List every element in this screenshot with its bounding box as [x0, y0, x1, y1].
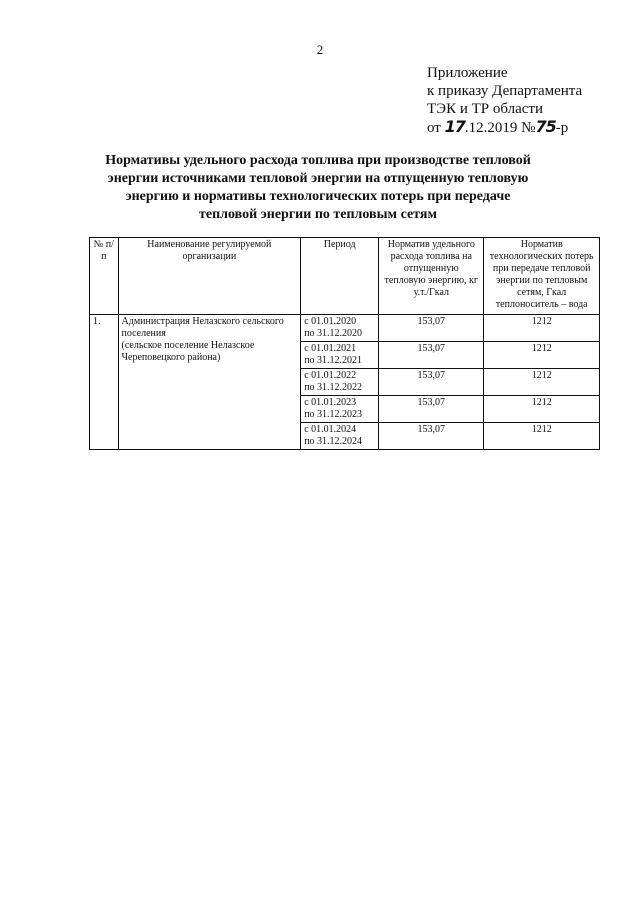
period-to: по 31.12.2024	[304, 436, 363, 447]
period-cell	[301, 369, 379, 396]
appendix-block	[427, 64, 582, 137]
fuel-norm-cell: 153,07	[379, 396, 484, 423]
title-line-3: энергию и нормативы технологических потерь при передаче	[125, 189, 511, 204]
org-name-line-1: Администрация Нелазского сельского поселения	[121, 316, 284, 339]
loss-norm-cell: 1212	[484, 423, 600, 450]
fuel-norm-cell: 153,07	[379, 369, 484, 396]
loss-norm-cell: 1212	[484, 396, 600, 423]
document-title	[88, 152, 548, 224]
appendix-line-3: ТЭК и ТР области	[427, 101, 543, 117]
period-to: по 31.12.2021	[304, 355, 363, 366]
norms-table	[89, 237, 600, 450]
fuel-norm-cell: 153,07	[379, 423, 484, 450]
loss-norm-cell: 1212	[484, 315, 600, 342]
header-name: Наименование регулируемой организации	[118, 238, 301, 315]
period-to: по 31.12.2020	[304, 328, 363, 339]
loss-norm-cell: 1212	[484, 342, 600, 369]
appendix-line-2: к приказу Департамента	[427, 83, 583, 99]
period-from: с 01.01.2021	[304, 343, 357, 354]
period-from: с 01.01.2020	[304, 316, 357, 327]
period-cell	[301, 342, 379, 369]
period-cell	[301, 423, 379, 450]
title-line-4: тепловой энергии по тепловым сетям	[199, 207, 437, 222]
page-number: 2	[316, 42, 324, 57]
table-header-row	[90, 238, 600, 315]
title-line-2: энергии источниками тепловой энергии на отпущенную тепловую	[107, 171, 529, 186]
loss-norm-cell: 1212	[484, 369, 600, 396]
period-cell	[301, 396, 379, 423]
order-suffix: -р	[555, 120, 569, 136]
appendix-line-4	[427, 118, 582, 137]
period-from: с 01.01.2023	[304, 397, 357, 408]
appendix-line-1: Приложение	[427, 65, 508, 81]
fuel-norm-cell: 153,07	[379, 342, 484, 369]
order-number-handwritten: 75	[535, 117, 556, 136]
table-row	[90, 315, 600, 342]
order-date-prefix: от	[427, 120, 445, 136]
org-name	[118, 315, 301, 450]
header-fuel-norm: Норматив удельного расхода топлива на отпущенную тепловую энергию, кг у.т./Гкал	[379, 238, 484, 315]
period-to: по 31.12.2022	[304, 382, 363, 393]
header-period: Период	[301, 238, 379, 315]
org-name-line-2: (сельское поселение Нелазское Череповецкого района)	[121, 340, 255, 363]
period-cell	[301, 315, 379, 342]
period-from: с 01.01.2024	[304, 424, 357, 435]
fuel-norm-cell: 153,07	[379, 315, 484, 342]
header-loss-norm: Норматив технологических потерь при передаче тепловой энергии по тепловым сетям, Гкал теплоноситель – вода	[484, 238, 600, 315]
org-number: 1.	[90, 315, 119, 450]
title-line-1: Нормативы удельного расхода топлива при производстве тепловой	[105, 153, 531, 168]
period-to: по 31.12.2023	[304, 409, 363, 420]
order-day-handwritten: 17	[444, 117, 465, 136]
order-date-mid: .12.2019 №	[464, 120, 536, 136]
period-from: с 01.01.2022	[304, 370, 357, 381]
header-num: № п/п	[90, 238, 119, 315]
